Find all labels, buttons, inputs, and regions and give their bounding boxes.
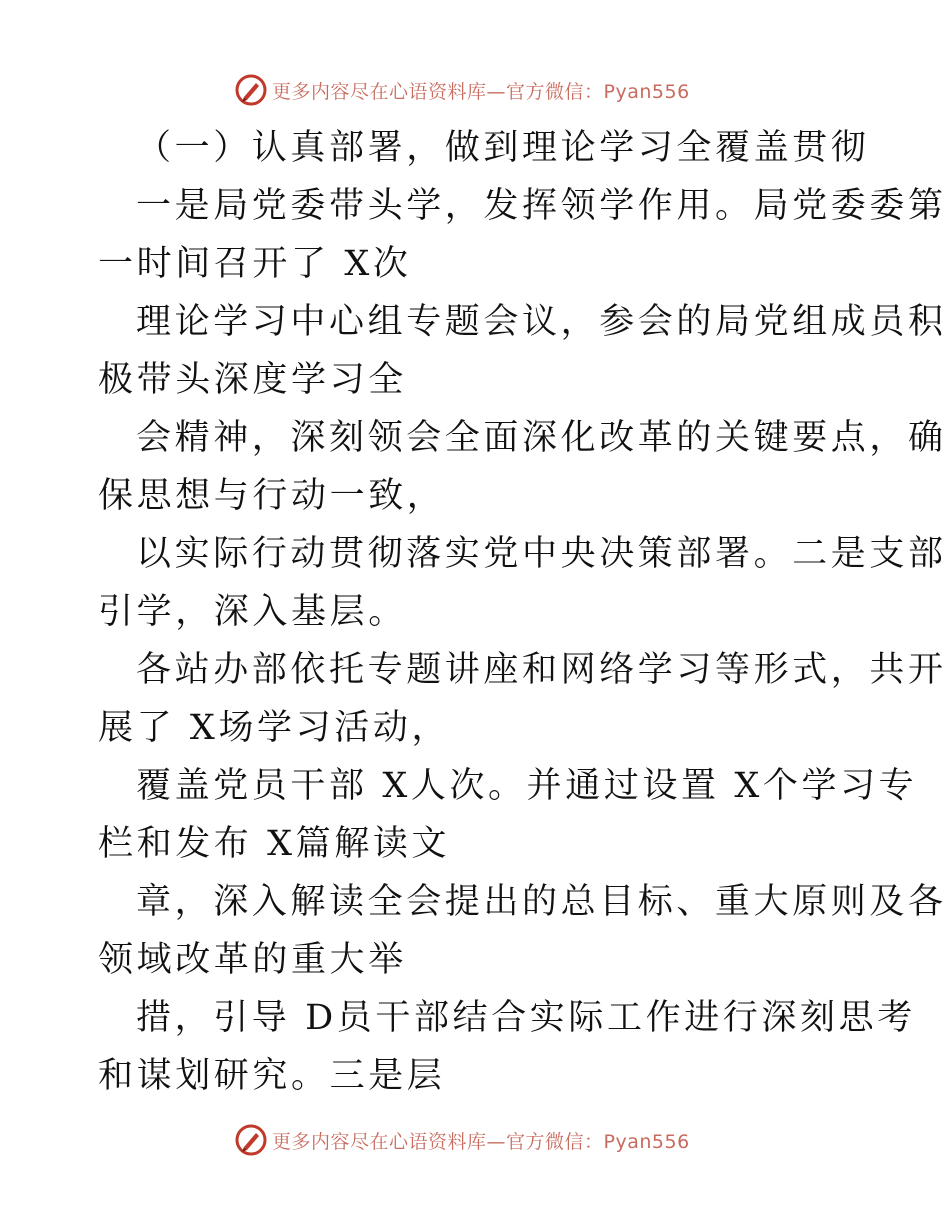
paragraph-line: 一是局党委带头学，发挥领学作用。局党委委第 <box>136 186 947 226</box>
paragraph-line: 保思想与行动一致， <box>98 476 446 516</box>
section-heading: （一）认真部署，做到理论学习全覆盖贯彻 <box>136 128 870 168</box>
watermark-text: 更多内容尽在心语资料库—官方微信：Pyan556 <box>272 1130 690 1153</box>
paragraph-line: 措，引导 D员干部结合实际工作进行深刻思考 <box>136 998 916 1038</box>
paragraph-line: 领域改革的重大举 <box>98 940 407 980</box>
pen-logo-icon <box>234 1123 268 1157</box>
paragraph-line: 栏和发布 X篇解读文 <box>98 824 451 864</box>
pen-logo-icon <box>234 73 268 107</box>
paragraph-line: 极带头深度学习全 <box>98 360 407 400</box>
paragraph-line: 章，深入解读全会提出的总目标、重大原则及各 <box>136 882 947 922</box>
paragraph-line: 以实际行动贯彻落实党中央决策部署。二是支部 <box>136 534 947 574</box>
paragraph-line: 一时间召开了 X次 <box>98 244 412 284</box>
paragraph-line: 展了 X场学习活动， <box>98 708 451 748</box>
paragraph-line: 和谋划研究。三是层 <box>98 1056 446 1096</box>
paragraph-line: 会精神，深刻领会全面深化改革的关键要点，确 <box>136 418 947 458</box>
watermark-text: 更多内容尽在心语资料库—官方微信：Pyan556 <box>272 80 690 103</box>
paragraph-line: 理论学习中心组专题会议，参会的局党组成员积 <box>136 302 947 342</box>
paragraph-line: 各站办部依托专题讲座和网络学习等形式，共开 <box>136 650 947 690</box>
paragraph-line: 覆盖党员干部 X人次。并通过设置 X个学习专 <box>136 766 918 806</box>
footer-watermark <box>234 1122 690 1158</box>
header-watermark <box>234 72 690 108</box>
paragraph-line: 引学，深入基层。 <box>98 592 407 632</box>
